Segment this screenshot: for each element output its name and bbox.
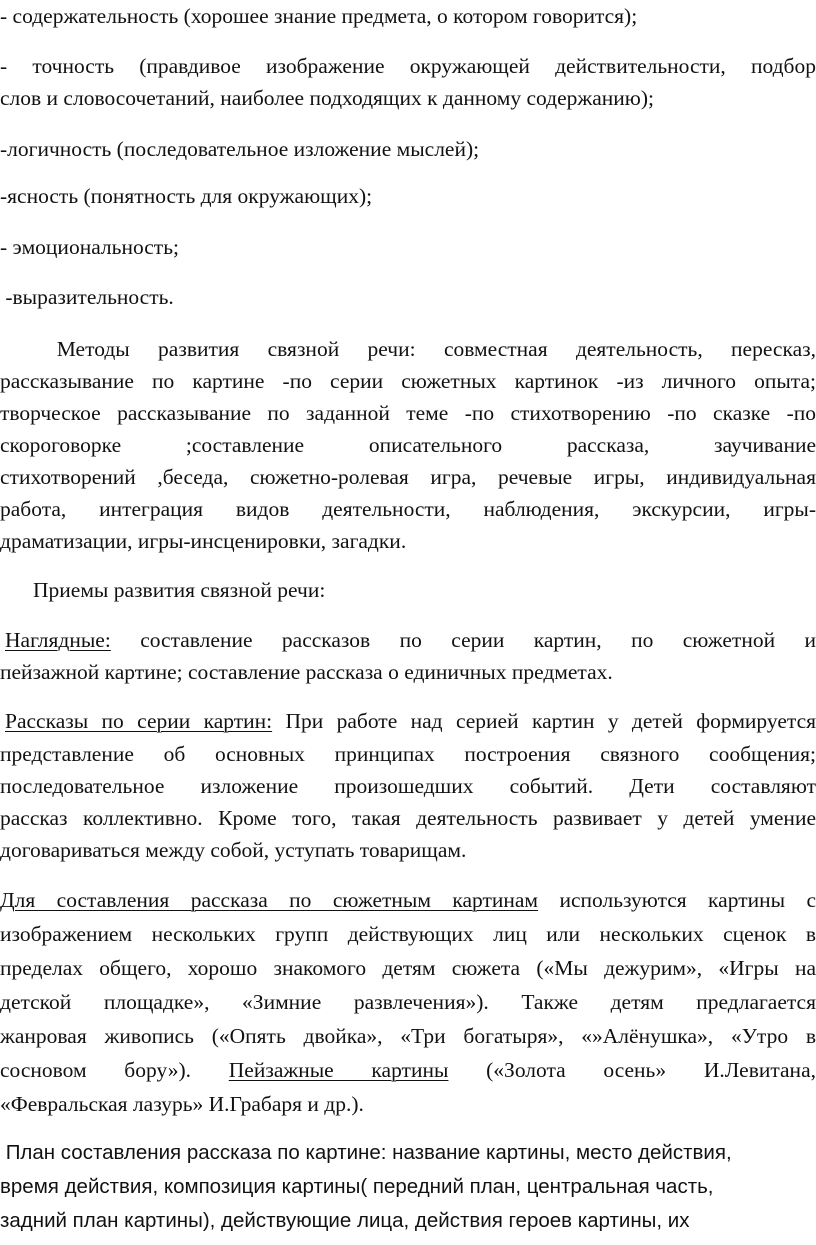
bullet-accuracy: - точность (правдивое изображение окружающей действительности, подбор xyxy=(0,54,816,78)
series-text-1: При работе над серией картин у детей формируется xyxy=(272,709,816,733)
plot-line-7: «Февральская лазурь» И.Грабаря и др.). xyxy=(0,1092,364,1116)
plot-line-3: пределах общего, хорошо знакомого детям сюжета («Мы дежурим», «Игры на xyxy=(0,956,816,980)
bullet-expressiveness: -выразительность. xyxy=(0,285,174,309)
series-line-3: последовательное изложение произошедших событий. Дети составляют xyxy=(0,774,816,798)
series-line-2: представление об основных принципах построения связного сообщения; xyxy=(0,742,816,766)
bullet-content: - содержательность (хорошее знание предмета, о котором говорится); xyxy=(0,4,638,28)
plot-line-5: жанровая живопись («Опять двойка», «Три богатыря», «»Алёнушка», «Утро в xyxy=(0,1024,816,1048)
plot-line-1 xyxy=(0,884,816,916)
methods-line-4: скороговорке ;составление описательного рассказа, заучивание xyxy=(0,433,816,457)
plan-line-1: План составления рассказа по картине: название картины, место действия, xyxy=(0,1141,732,1164)
plot-text-6a: сосновом бору»). xyxy=(0,1058,229,1082)
series-line-5: договариваться между собой, уступать товарищам. xyxy=(0,838,467,862)
landscape-label: Пейзажные картины xyxy=(228,1058,449,1082)
series-line-4: рассказ коллективно. Кроме того, такая деятельность развивает у детей умение xyxy=(0,806,816,830)
methods-line-6: работа, интеграция видов деятельности, наблюдения, экскурсии, игры- xyxy=(0,497,816,521)
techniques-heading: Приемы развития связной речи: xyxy=(33,578,326,602)
plot-text-6b: («Золота осень» И.Левитана, xyxy=(448,1058,816,1082)
methods-line-5: стихотворений ,беседа, сюжетно-ролевая игра, речевые игры, индивидуальная xyxy=(0,465,816,489)
plot-text-1: используются картины с xyxy=(538,888,816,912)
plan-line-3: задний план картины), действующие лица, действия героев картины, их xyxy=(0,1209,690,1232)
plot-line-6 xyxy=(0,1054,816,1086)
plan-line-2: время действия, композиция картины( передний план, центральная часть, xyxy=(0,1175,714,1198)
methods-line-3: творческое рассказывание по заданной теме -по стихотворению -по сказке -по xyxy=(0,401,816,425)
visual-label: Наглядные: xyxy=(5,628,111,652)
visual-text-1: составление рассказов по серии картин, по сюжетной и xyxy=(110,628,816,652)
visual-line-2: пейзажной картине; составление рассказа о единичных предметах. xyxy=(0,660,613,684)
bullet-accuracy-cont: слов и словосочетаний, наиболее подходящих к данному содержанию); xyxy=(0,86,654,110)
bullet-logic: -логичность (последовательное изложение мыслей); xyxy=(0,137,480,161)
methods-line-2: рассказывание по картине -по серии сюжетных картинок -из личного опыта; xyxy=(0,369,816,393)
plot-line-4: детской площадке», «Зимние развлечения»). Также детям предлагается xyxy=(0,990,816,1014)
methods-line-7: драматизации, игры-инсценировки, загадки. xyxy=(0,529,407,553)
plot-label: Для составления рассказа по сюжетным картинам xyxy=(0,888,539,912)
bullet-clarity: -ясность (понятность для окружающих); xyxy=(0,184,373,208)
visual-line-1 xyxy=(5,624,816,656)
plot-line-2: изображением нескольких групп действующих лиц или нескольких сценок в xyxy=(0,922,816,946)
series-line-1 xyxy=(5,705,816,737)
methods-line-1: Методы развития связной речи: совместная деятельность, пересказ, xyxy=(0,337,816,361)
series-label: Рассказы по серии картин: xyxy=(5,709,273,733)
bullet-emotionality: - эмоциональность; xyxy=(0,235,179,259)
